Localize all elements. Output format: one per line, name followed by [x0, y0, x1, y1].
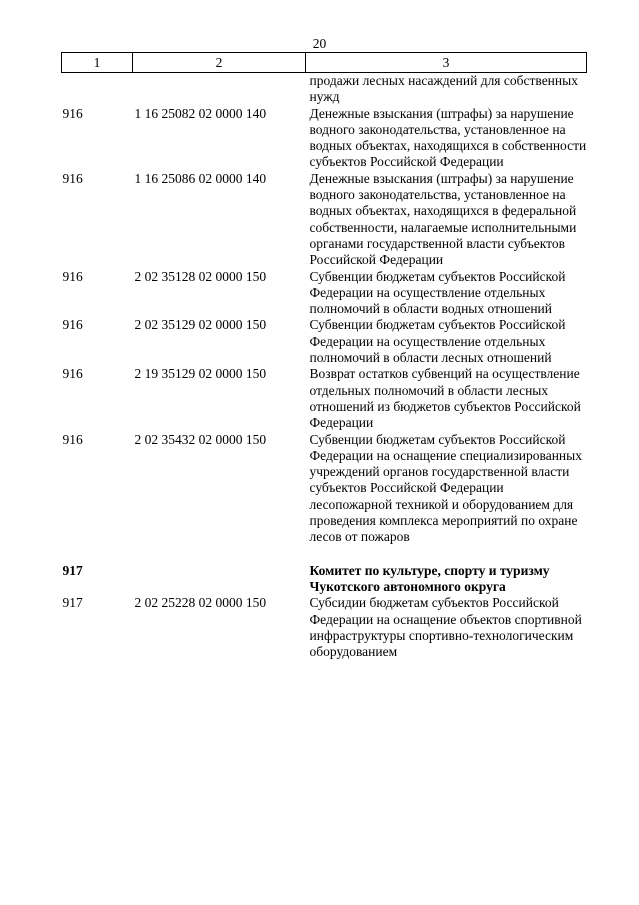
table-row — [62, 106, 587, 171]
table-row — [62, 171, 587, 269]
table-row — [62, 317, 587, 366]
revenue-code-cell: 2 02 35432 02 0000 150 — [134, 431, 267, 447]
revenue-code-cell: 2 02 35129 02 0000 150 — [134, 317, 267, 333]
table-row-section-heading — [62, 563, 587, 596]
revenue-code-cell: 2 02 25228 02 0000 150 — [134, 595, 267, 611]
column-header-3: 3 — [306, 53, 587, 73]
admin-code-cell: 916 — [62, 431, 83, 447]
table-spacer-row — [62, 546, 587, 563]
revenue-code-cell — [133, 563, 306, 596]
description-cell: Субвенции бюджетам субъектов Российской Федерации на осуществление отдельных полномочий в области водных отношений — [309, 268, 566, 317]
admin-code-cell: 916 — [62, 105, 83, 121]
revenue-code-cell: 1 16 25086 02 0000 140 — [134, 170, 267, 186]
admin-code-cell: 916 — [62, 170, 83, 186]
description-cell: продажи лесных насаждений для собственных нужд — [309, 73, 578, 105]
description-cell: Возврат остатков субвенций на осуществление отдельных полномочий в области лесных отношений из бюджетов субъектов Российской Федерации — [309, 366, 581, 431]
table-header-row — [62, 53, 587, 73]
column-header-2: 2 — [133, 53, 306, 73]
revenue-code-cell: 1 16 25082 02 0000 140 — [134, 105, 267, 121]
revenue-code-cell: 2 19 35129 02 0000 150 — [134, 366, 267, 382]
admin-code-cell: 917 — [62, 562, 83, 578]
admin-code-cell — [62, 73, 133, 106]
revenue-codes-table — [61, 52, 587, 660]
description-cell: Денежные взыскания (штрафы) за нарушение водного законодательства, установленное на водных объектах, находящихся в федеральной собственности, налагаемые исполнительными органами государственной власти субъектов Российской Федерации — [309, 170, 577, 268]
admin-code-cell: 916 — [62, 317, 83, 333]
description-cell: Субвенции бюджетам субъектов Российской Федерации на оснащение специализированных учреждений органов государственной власти субъектов Российской Федерации лесопожарной техникой и оборудованием для проведения комплекса мероприятий по охране лесов от пожаров — [309, 431, 582, 545]
revenue-code-cell — [133, 73, 306, 106]
table-row — [62, 73, 587, 106]
description-cell: Субвенции бюджетам субъектов Российской Федерации на осуществление отдельных полномочий в области лесных отношений — [309, 317, 566, 366]
description-cell: Субсидии бюджетам субъектов Российской Федерации на оснащение объектов спортивной инфраструктуры спортивно-технологическим оборудованием — [309, 595, 582, 660]
column-header-1: 1 — [62, 53, 133, 73]
page-number: 20 — [312, 36, 327, 51]
table-row — [62, 366, 587, 431]
admin-code-cell: 916 — [62, 268, 83, 284]
revenue-code-cell: 2 02 35128 02 0000 150 — [134, 268, 267, 284]
description-cell: Денежные взыскания (штрафы) за нарушение водного законодательства, установленное на водных объектах, находящихся в собственности субъектов Российской Федерации — [309, 105, 587, 170]
table-row — [62, 432, 587, 546]
table-row — [62, 595, 587, 660]
table-row — [62, 269, 587, 318]
section-heading-cell: Комитет по культуре, спорту и туризму Чукотского автономного округа — [309, 562, 550, 594]
admin-code-cell: 917 — [62, 595, 83, 611]
admin-code-cell: 916 — [62, 366, 83, 382]
